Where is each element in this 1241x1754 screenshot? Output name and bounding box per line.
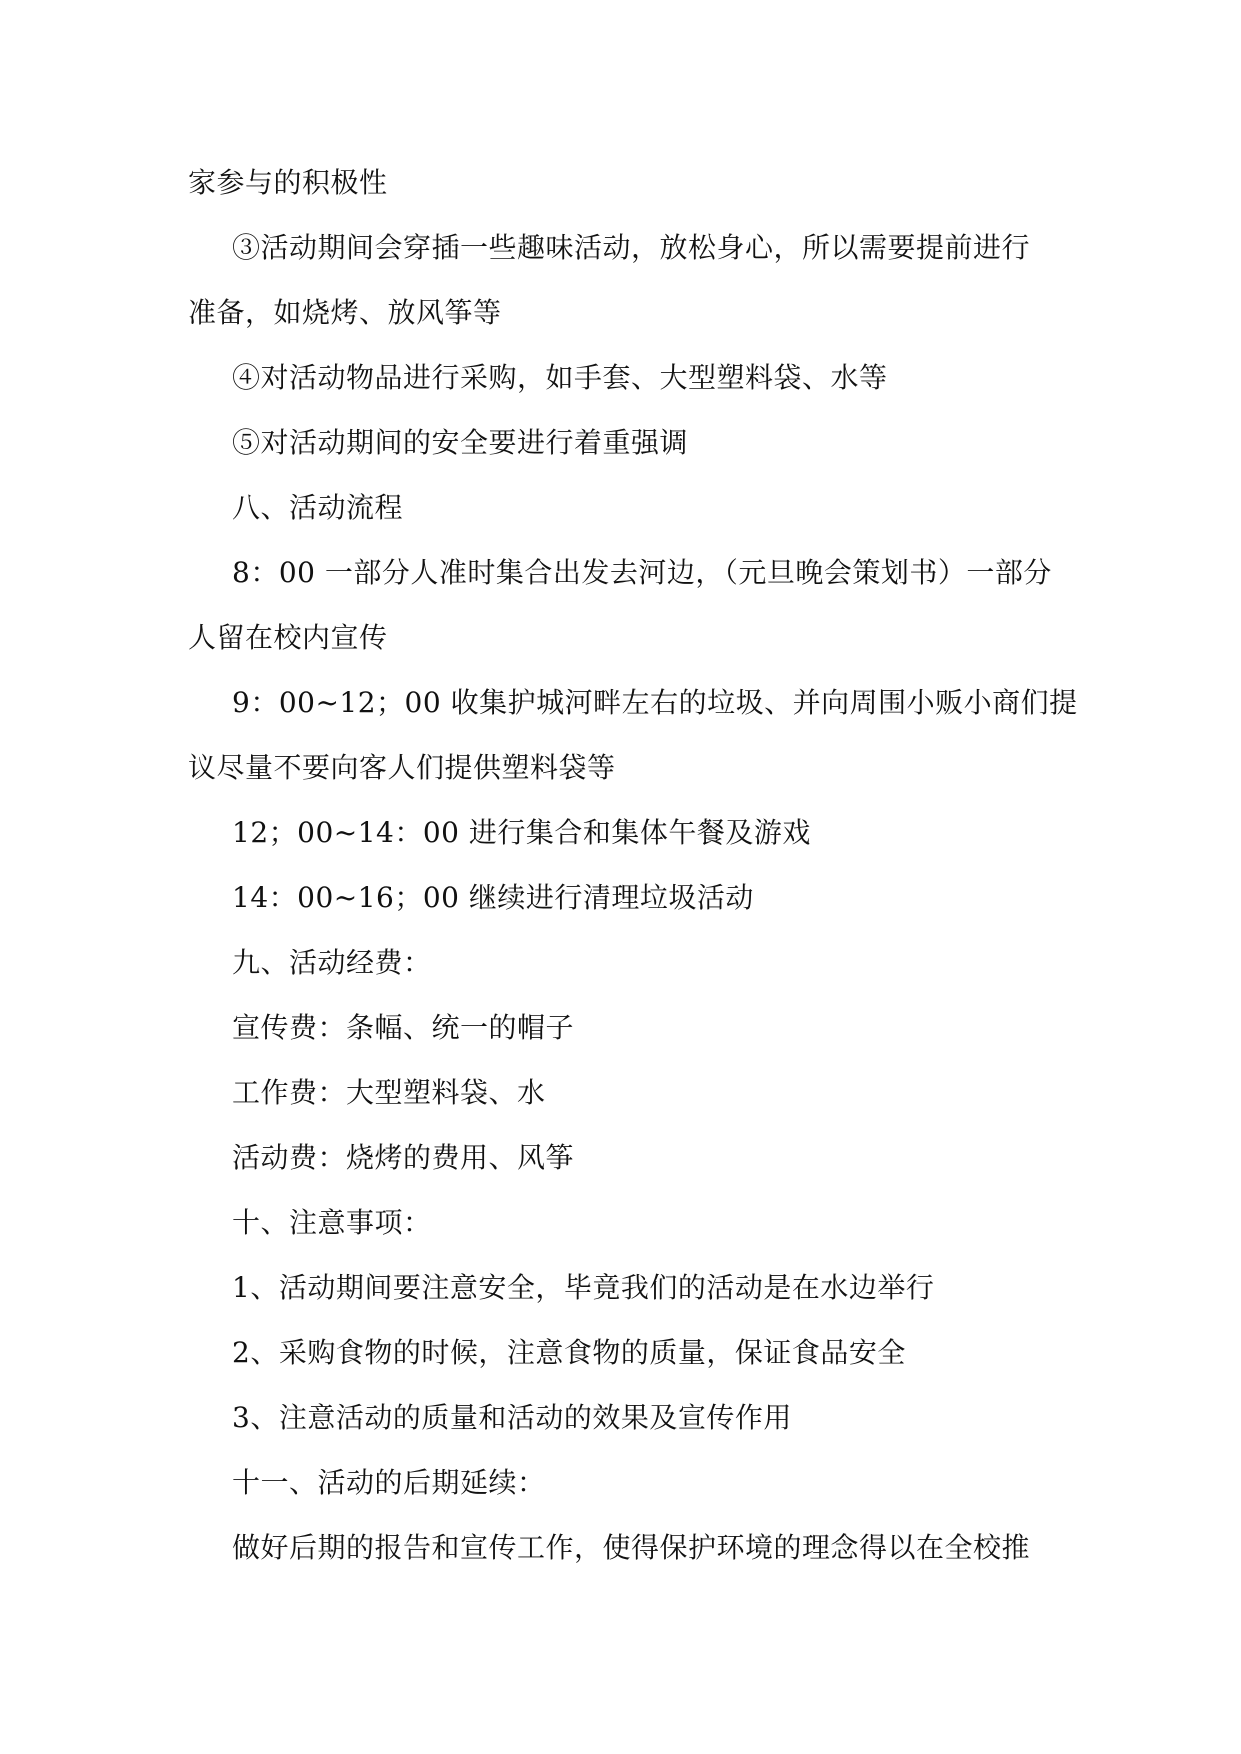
section-heading: 十、注意事项： <box>232 1206 432 1239</box>
text-line: 12；00~14：00 进行集合和集体午餐及游戏 <box>232 816 811 849</box>
text-line: 准备，如烧烤、放风筝等 <box>188 296 502 329</box>
text-line: 8：00 一部分人准时集合出发去河边，（元旦晚会策划书）一部分 <box>232 556 1052 589</box>
section-heading: 十一、活动的后期延续： <box>232 1466 546 1499</box>
text-line: 做好后期的报告和宣传工作，使得保护环境的理念得以在全校推 <box>232 1531 1031 1564</box>
text-line: 9：00~12；00 收集护城河畔左右的垃圾、并向周围小贩小商们提 <box>232 686 1078 719</box>
text-line: 议尽量不要向客人们提供塑料袋等 <box>188 751 616 784</box>
text-line: 2、采购食物的时候，注意食物的质量，保证食品安全 <box>232 1336 906 1369</box>
text-line: 人留在校内宣传 <box>188 621 388 654</box>
text-line: 宣传费：条幅、统一的帽子 <box>232 1011 575 1044</box>
text-line: 3、注意活动的质量和活动的效果及宣传作用 <box>232 1401 792 1434</box>
text-line: ④对活动物品进行采购，如手套、大型塑料袋、水等 <box>232 361 888 394</box>
text-line: 家参与的积极性 <box>188 166 388 199</box>
section-heading: 九、活动经费： <box>232 946 432 979</box>
section-heading: 八、活动流程 <box>232 491 404 524</box>
document-body <box>188 150 1078 1580</box>
text-line: 1、活动期间要注意安全，毕竟我们的活动是在水边举行 <box>232 1271 935 1304</box>
text-line: 活动费：烧烤的费用、风筝 <box>232 1141 575 1174</box>
text-line: 14：00~16；00 继续进行清理垃圾活动 <box>232 881 754 914</box>
text-line: 工作费：大型塑料袋、水 <box>232 1076 546 1109</box>
text-line: ③活动期间会穿插一些趣味活动，放松身心，所以需要提前进行 <box>232 231 1031 264</box>
text-line: ⑤对活动期间的安全要进行着重强调 <box>232 426 689 459</box>
